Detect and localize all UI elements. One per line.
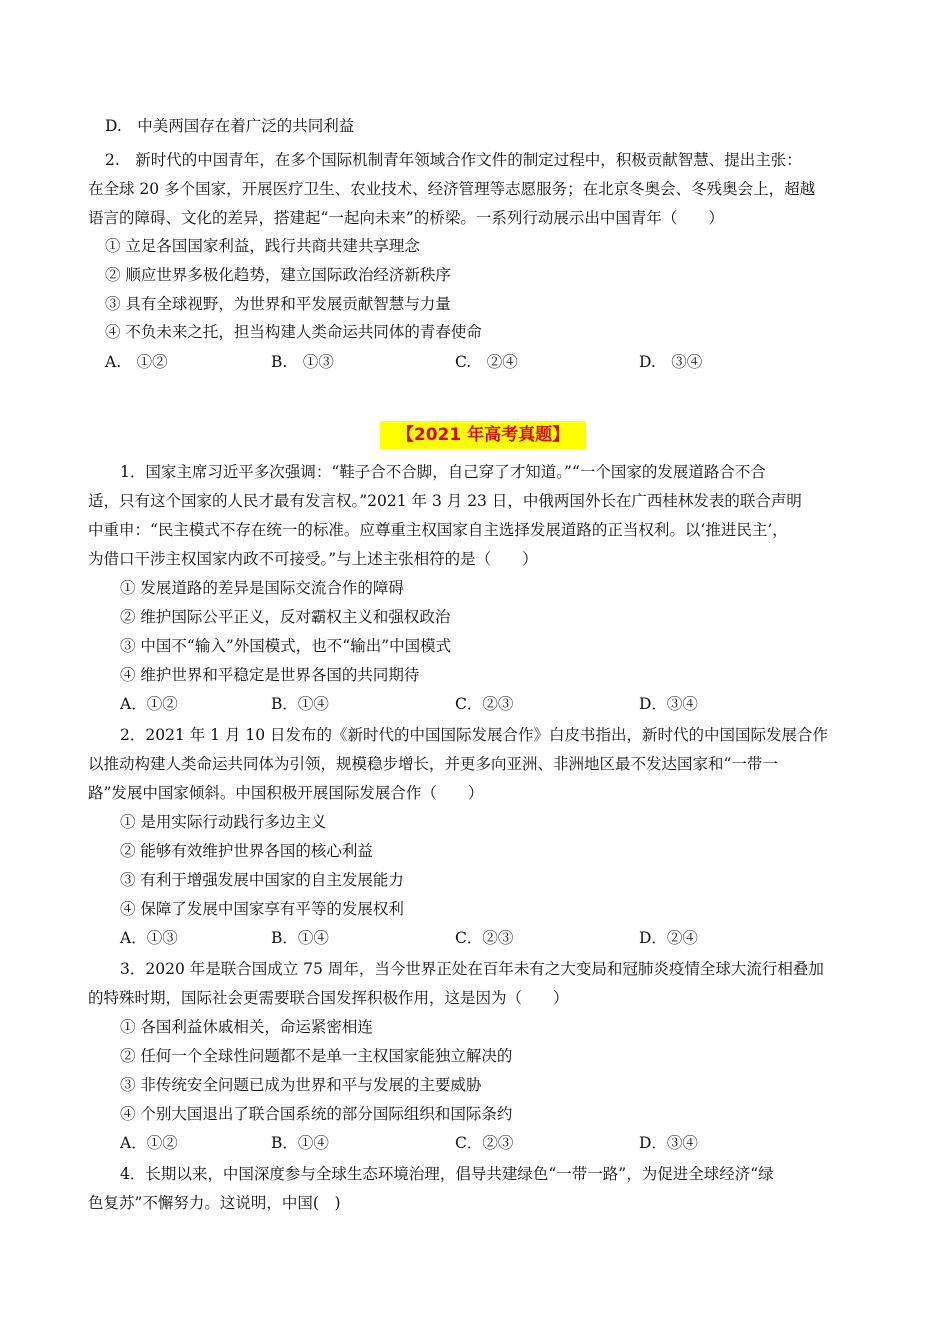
q3-statement-4: ④ 个别大国退出了联合国系统的部分国际组织和国际条约 — [120, 1105, 513, 1123]
option-c: C．②③ — [455, 695, 514, 713]
option-d: D．②④ — [639, 929, 698, 947]
option-c: C. ②④ — [455, 353, 518, 371]
q2-2021-stem-line-1: 2．2021 年 1 月 10 日发布的《新时代的中国国际发展合作》白皮书指出，新时代的中国国际发展合作 — [120, 726, 829, 744]
q1-statement-3: ③ 中国不“输入”外国模式，也不“输出”中国模式 — [120, 637, 452, 655]
q2-stem-line-3: 语言的障碍、文化的差异，搭建起“一起向未来”的桥梁。一系列行动展示出中国青年（ ） — [88, 209, 724, 227]
q2-2021-options — [120, 928, 840, 948]
option-a: A. ①② — [105, 353, 168, 371]
q4-stem-line-2: 色复苏”不懈努力。这说明，中国( ) — [88, 1194, 341, 1212]
q1-stem-line-1: 1．国家主席习近平多次强调：“鞋子合不合脚，自己穿了才知道。”“一个国家的发展道路合不合 — [120, 463, 766, 481]
q2-statement-3: ③ 具有全球视野，为世界和平发展贡献智慧与力量 — [105, 295, 451, 313]
q2-2021-statement-2: ② 能够有效维护世界各国的核心利益 — [120, 842, 373, 860]
q2-statement-1: ① 立足各国国家利益，践行共商共建共享理念 — [105, 237, 420, 255]
q3-statement-3: ③ 非传统安全问题已成为世界和平与发展的主要威胁 — [120, 1076, 482, 1094]
q1-statement-2: ② 维护国际公平正义，反对霸权主义和强权政治 — [120, 608, 451, 626]
option-b: B．①④ — [271, 929, 329, 947]
q2-stem-line-2: 在全球 20 多个国家，开展医疗卫生、农业技术、经济管理等志愿服务；在北京冬奥会、冬残奥会上，超越 — [88, 180, 816, 198]
q2-statement-4: ④ 不负未来之托，担当构建人类命运共同体的青春使命 — [105, 323, 482, 341]
section-heading: 【2021 年高考真题】 — [380, 421, 586, 449]
q1-statement-4: ④ 维护世界和平稳定是世界各国的共同期待 — [120, 666, 420, 684]
q1-options — [120, 694, 840, 714]
q4-stem-line-1: 4．长期以来，中国深度参与全球生态环境治理，倡导共建绿色“一带一路”，为促进全球经济“绿 — [120, 1165, 774, 1183]
q3-statement-1: ① 各国利益休戚相关，命运紧密相连 — [120, 1018, 373, 1036]
prev-question-option-d: D. 中美两国存在着广泛的共同利益 — [105, 117, 355, 135]
option-c: C．②③ — [455, 929, 514, 947]
q1-stem-line-4: 为借口干涉主权国家内政不可接受。”与上述主张相符的是（ ） — [88, 550, 538, 568]
option-a: A．①② — [120, 1134, 178, 1152]
q1-stem-line-2: 适，只有这个国家的人民才最有发言权。”2021 年 3 月 23 日，中俄两国外长在广西桂林发表的联合声明 — [88, 492, 802, 510]
q2-statement-2: ② 顺应世界多极化趋势，建立国际政治经济新秩序 — [105, 266, 451, 284]
q3-options — [120, 1133, 840, 1153]
option-d: D．③④ — [639, 695, 698, 713]
q2-2021-stem-line-2: 以推动构建人类命运共同体为引领，规模稳步增长，并更多向亚洲、非洲地区最不发达国家和“一带一 — [88, 755, 778, 773]
q2-2021-statement-4: ④ 保障了发展中国家享有平等的发展权利 — [120, 900, 404, 918]
option-b: B．①④ — [271, 1134, 329, 1152]
q3-stem-line-2: 的特殊时期，国际社会更需要联合国发挥积极作用，这是因为（ ） — [88, 989, 569, 1007]
option-b: B. ①③ — [271, 353, 334, 371]
option-d: D．③④ — [639, 1134, 698, 1152]
q2-stem-line-1: 2. 新时代的中国青年，在多个国际机制青年领域合作文件的制定过程中，积极贡献智慧、提出主张： — [105, 151, 802, 169]
q2-2021-stem-line-3: 路”发展中国家倾斜。中国积极开展国际发展合作（ ） — [88, 784, 484, 802]
q1-stem-line-3: 中重申：“民主模式不存在统一的标准。应尊重主权国家自主选择发展道路的正当权利。以‘推进民主’， — [88, 521, 788, 539]
q2-2021-statement-1: ① 是用实际行动践行多边主义 — [120, 813, 327, 831]
q3-statement-2: ② 任何一个全球性问题都不是单一主权国家能独立解决的 — [120, 1047, 513, 1065]
q1-statement-1: ① 发展道路的差异是国际交流合作的障碍 — [120, 579, 404, 597]
q2-options — [105, 352, 825, 372]
q3-stem-line-1: 3．2020 年是联合国成立 75 周年，当今世界正处在百年未有之大变局和冠肺炎疫情全球大流行相叠加 — [120, 960, 824, 978]
option-d: D. ③④ — [639, 353, 703, 371]
q2-2021-statement-3: ③ 有利于增强发展中国家的自主发展能力 — [120, 871, 404, 889]
option-a: A．①③ — [120, 929, 178, 947]
option-c: C．②③ — [455, 1134, 514, 1152]
option-b: B．①④ — [271, 695, 329, 713]
option-a: A．①② — [120, 695, 178, 713]
